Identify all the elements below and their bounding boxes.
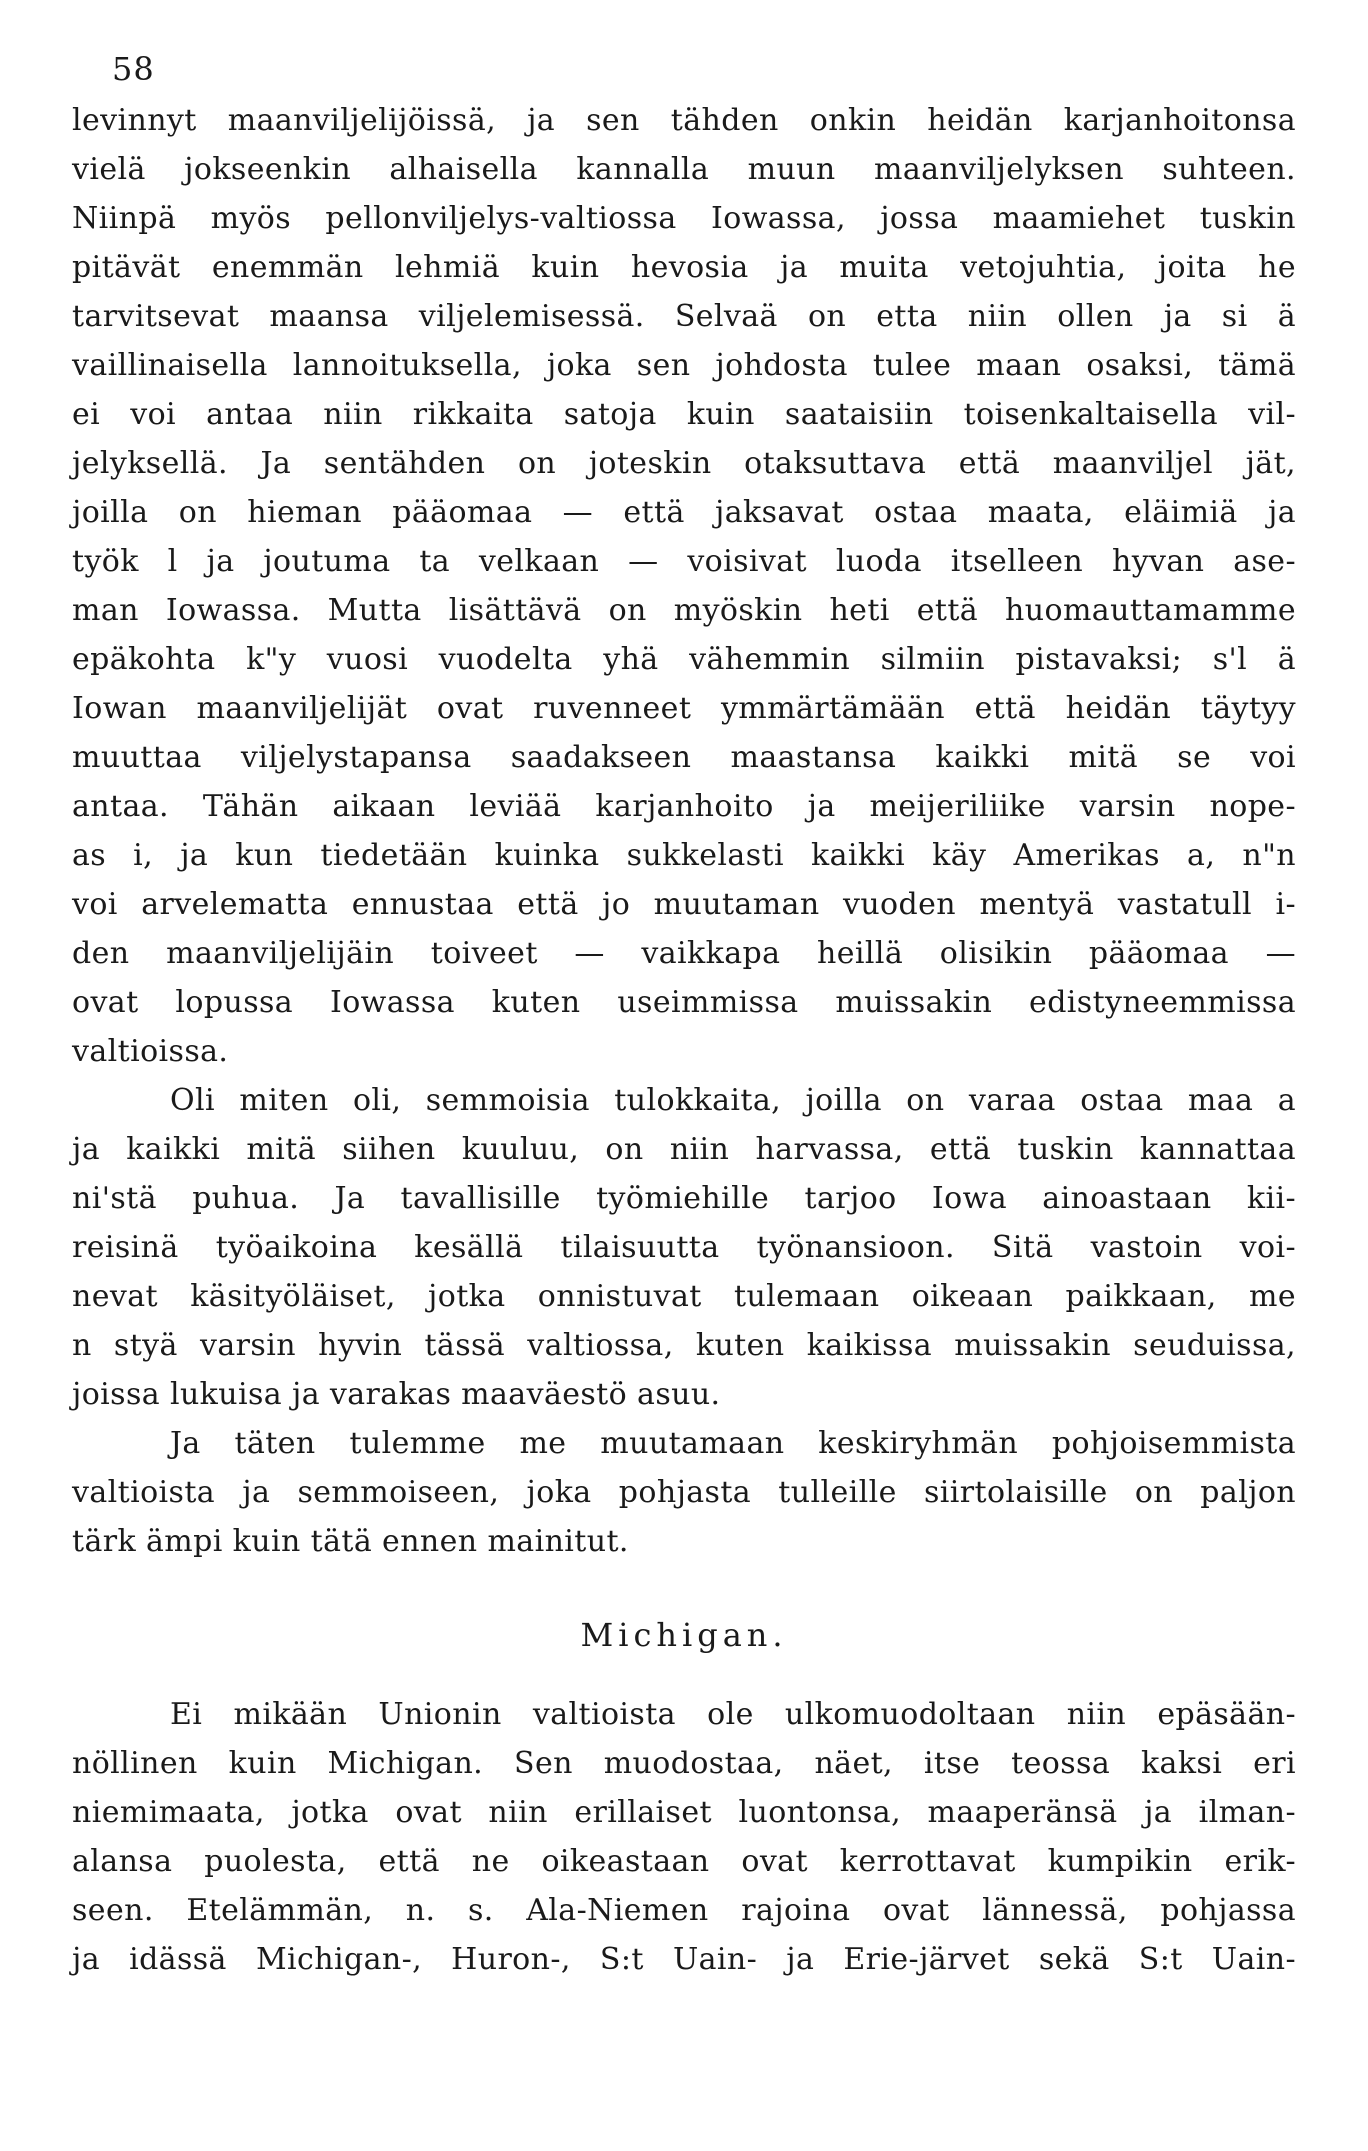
text-line: tärk ämpi kuin tätä ennen mainitut.: [72, 1524, 629, 1559]
text-line: Niinpä myös pellonviljelys-valtiossa Iowassa, jossa maamiehet tuskin: [72, 201, 1296, 236]
text-line: antaa. Tähän aikaan leviää karjanhoito ja meijeriliike varsin nope-: [72, 789, 1296, 824]
text-line: jelyksellä. Ja sentähden on joteskin otaksuttava että maanviljel jät,: [72, 446, 1296, 481]
text-line: reisinä työaikoina kesällä tilaisuutta työnansioon. Sitä vastoin voi-: [72, 1230, 1296, 1265]
text-line: työk l ja joutuma ta velkaan — voisivat luoda itselleen hyvan ase-: [72, 544, 1296, 579]
text-line: ja idässä Michigan-, Huron-, S:t Uain- ja Erie-järvet sekä S:t Uain-: [72, 1942, 1296, 1977]
paragraph-2: [72, 1076, 1296, 1419]
text-line: ovat lopussa Iowassa kuten useimmissa muissakin edistyneemmissa: [72, 985, 1296, 1020]
text-line: vielä jokseenkin alhaisella kannalla muun maanviljelyksen suhteen.: [72, 152, 1296, 187]
paragraph-3: [72, 1419, 1296, 1566]
text-line: valtioissa.: [72, 1034, 229, 1069]
text-line: Ja täten tulemme me muutamaan keskiryhmän pohjoisemmista: [170, 1426, 1296, 1461]
text-line: voi arvelematta ennustaa että jo muutaman vuoden mentyä vastatull i-: [72, 887, 1296, 922]
text-line: seen. Etelämmän, n. s. Ala-Niemen rajoina ovat lännessä, pohjassa: [72, 1893, 1296, 1928]
text-line: Oli miten oli, semmoisia tulokkaita, joilla on varaa ostaa maa a: [170, 1083, 1296, 1118]
paragraph-4: [72, 1690, 1296, 1984]
text-line: joilla on hieman pääomaa — että jaksavat ostaa maata, eläimiä ja: [72, 495, 1296, 530]
paragraph-1: [72, 96, 1296, 1076]
text-line: den maanviljelijäin toiveet — vaikkapa heillä olisikin pääomaa —: [72, 936, 1296, 971]
text-line: valtioista ja semmoiseen, joka pohjasta tulleille siirtolaisille on paljon: [72, 1475, 1296, 1510]
text-line: niemimaata, jotka ovat niin erillaiset luontonsa, maaperänsä ja ilman-: [72, 1795, 1296, 1830]
text-line: ja kaikki mitä siihen kuuluu, on niin harvassa, että tuskin kannattaa: [72, 1132, 1296, 1167]
text-line: nevat käsityöläiset, jotka onnistuvat tulemaan oikeaan paikkaan, me: [72, 1279, 1296, 1314]
text-line: tarvitsevat maansa viljelemisessä. Selvaä on etta niin ollen ja si ä: [72, 299, 1296, 334]
text-line: muuttaa viljelystapansa saadakseen maastansa kaikki mitä se voi: [72, 740, 1296, 775]
text-line: epäkohta k"y vuosi vuodelta yhä vähemmin silmiin pistavaksi; s'l ä: [72, 642, 1296, 677]
text-line: ei voi antaa niin rikkaita satoja kuin saataisiin toisenkaltaisella vil-: [72, 397, 1296, 432]
text-line: as i, ja kun tiedetään kuinka sukkelasti kaikki käy Amerikas a, n"n: [72, 838, 1296, 873]
text-line: n styä varsin hyvin tässä valtiossa, kuten kaikissa muissakin seuduissa,: [72, 1328, 1296, 1363]
text-line: Ei mikään Unionin valtioista ole ulkomuodoltaan niin epäsään-: [170, 1697, 1296, 1732]
page-number: 58: [112, 50, 155, 88]
section-heading: Michigan.: [580, 1616, 788, 1654]
text-line: levinnyt maanviljelijöissä, ja sen tähden onkin heidän karjanhoitonsa: [72, 103, 1296, 138]
text-line: alansa puolesta, että ne oikeastaan ovat kerrottavat kumpikin erik-: [72, 1844, 1296, 1879]
text-line: nöllinen kuin Michigan. Sen muodostaa, näet, itse teossa kaksi eri: [72, 1746, 1296, 1781]
text-line: Iowan maanviljelijät ovat ruvenneet ymmärtämään että heidän täytyy: [72, 691, 1296, 726]
text-line: pitävät enemmän lehmiä kuin hevosia ja muita vetojuhtia, joita he: [72, 250, 1296, 285]
text-line: man Iowassa. Mutta lisättävä on myöskin heti että huomauttamamme: [72, 593, 1296, 628]
text-line: joissa lukuisa ja varakas maaväestö asuu.: [72, 1377, 721, 1412]
text-line: vaillinaisella lannoituksella, joka sen johdosta tulee maan osaksi, tämä: [72, 348, 1296, 383]
text-line: ni'stä puhua. Ja tavallisille työmiehille tarjoo Iowa ainoastaan kii-: [72, 1181, 1296, 1216]
